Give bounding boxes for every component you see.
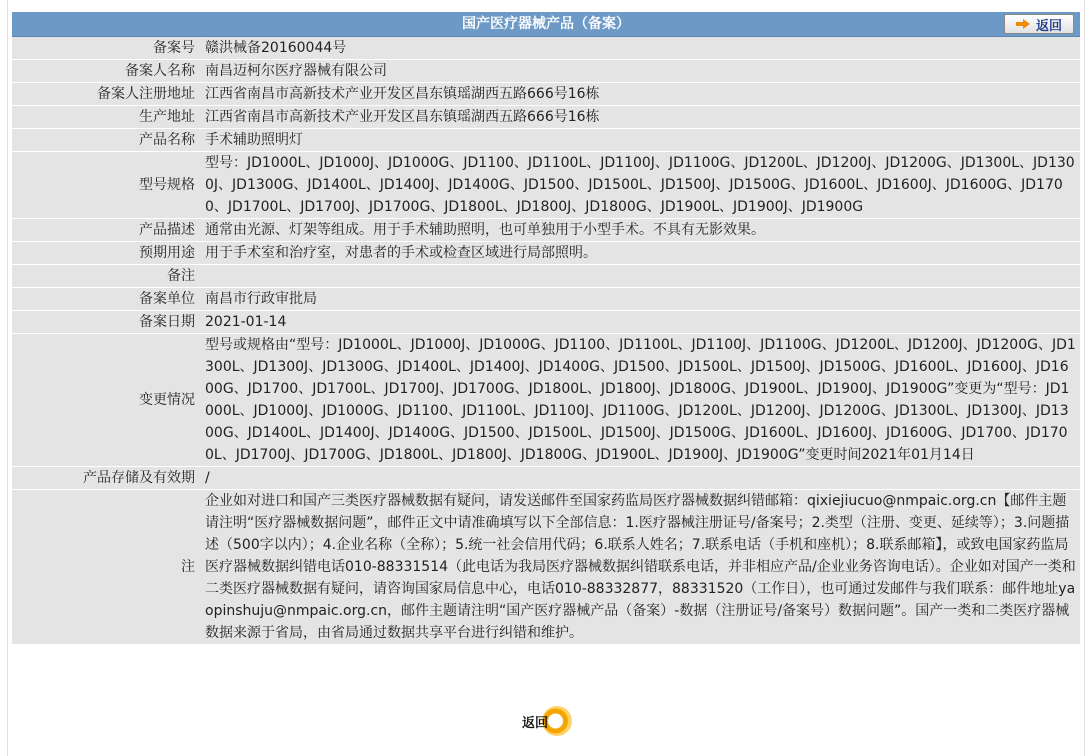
back-button-top[interactable] [1004, 14, 1074, 34]
field-value: / [201, 467, 1080, 490]
field-value: 2021-01-14 [201, 311, 1080, 334]
field-value: 通常由光源、灯架等组成。用于手术辅助照明，也可单独用于小型手术。不具有无影效果。 [201, 219, 1080, 242]
right-frame-border [1084, 0, 1092, 756]
field-label: 备案日期 [12, 311, 201, 334]
row-model-spec [12, 152, 1080, 219]
record-table [12, 37, 1080, 645]
row-remarks [12, 265, 1080, 288]
row-production-address [12, 106, 1080, 129]
arrow-right-icon [1016, 19, 1030, 29]
field-value: 江西省南昌市高新技术产业开发区昌东镇瑶湖西五路666号16栋 [201, 83, 1080, 106]
row-filer-name [12, 60, 1080, 83]
row-filing-unit [12, 288, 1080, 311]
panel-header [12, 12, 1080, 37]
field-label: 备注 [12, 265, 201, 288]
field-value: 南昌市行政审批局 [201, 288, 1080, 311]
field-label: 产品名称 [12, 129, 201, 152]
field-label: 备案号 [12, 37, 201, 60]
field-label: 预期用途 [12, 242, 201, 265]
left-frame-border [0, 0, 8, 756]
page-title: 国产医疗器械产品（备案） [462, 16, 630, 32]
notice-text: 企业如对进口和国产三类医疗器械数据有疑问，请发送邮件至国家药监局医疗器械数据纠错邮箱：qixiejiucuo@nmpaic.org.cn【邮件主题请注明“医疗器械数据问题”，邮件正文中请准确填写以下全部信息：1.医疗器械注册证号/备案号；2.类型（注册、变更、延续等）；3.问题描述（500字以内）；4.企业名称（全称）；5.统一社会信用代码；6.联系人姓名；7.联系电话（手机和座机）；8.联系邮箱】，或致电国家药监局医疗器械数据纠错电话010-88331514（此电话为我局医疗器械数据纠错联系电话，并非相应产品/企业业务咨询电话）。企业如对国产一类和二类医疗器械数据有疑问，请咨询国家局信息中心，电话010-88332877，88331520（工作日），也可通过发邮件与我们联系：邮件地址yaopinshuju@nmpaic.org.cn，邮件主题请注明“国产医疗器械产品（备案）-数据（注册证号/备案号）数据问题”。国产一类和二类医疗器械数据来源于省局，由省局通过数据共享平台进行纠错和维护。 [201, 490, 1080, 645]
field-label: 变更情况 [12, 334, 201, 467]
back-button-bottom[interactable] [520, 706, 574, 734]
field-label: 生产地址 [12, 106, 201, 129]
field-value [201, 265, 1080, 288]
field-value: 江西省南昌市高新技术产业开发区昌东镇瑶湖西五路666号16栋 [201, 106, 1080, 129]
field-value: 型号：JD1000L、JD1000J、JD1000G、JD1100、JD1100L、JD1100J、JD1100G、JD1200L、JD1200J、JD1200G、JD1300L、JD1300J、JD1300G、JD1400L、JD1400J、JD1400G、JD1500、JD1500L、JD1500J、JD1500G、JD1600L、JD1600J、JD1600G、JD1700、JD1700L、JD1700J、JD1700G、JD1800L、JD1800J、JD1800G、JD1900L、JD1900J、JD1900G [201, 152, 1080, 219]
row-notice [12, 490, 1080, 645]
field-label: 型号规格 [12, 152, 201, 219]
field-value: 赣洪械备20160044号 [201, 37, 1080, 60]
back-button-bottom-label: 返回 [522, 716, 549, 731]
field-label: 备案人名称 [12, 60, 201, 83]
row-storage-validity [12, 467, 1080, 490]
field-value: 南昌迈柯尔医疗器械有限公司 [201, 60, 1080, 83]
row-product-name [12, 129, 1080, 152]
record-panel [12, 12, 1080, 645]
row-record-number [12, 37, 1080, 60]
field-label: 产品描述 [12, 219, 201, 242]
back-button-label: 返回 [1035, 18, 1062, 34]
row-intended-use [12, 242, 1080, 265]
field-value: 用于手术室和治疗室，对患者的手术或检查区域进行局部照明。 [201, 242, 1080, 265]
field-label: 备案人注册地址 [12, 83, 201, 106]
field-label: 注 [12, 490, 201, 645]
field-value: 手术辅助照明灯 [201, 129, 1080, 152]
row-change-history [12, 334, 1080, 467]
row-filing-date [12, 311, 1080, 334]
field-label: 产品存储及有效期 [12, 467, 201, 490]
row-filer-address [12, 83, 1080, 106]
field-value: 型号或规格由“型号：JD1000L、JD1000J、JD1000G、JD1100、JD1100L、JD1100J、JD1100G、JD1200L、JD1200J、JD1200G、JD1300L、JD1300J、JD1300G、JD1400L、JD1400J、JD1400G、JD1500、JD1500L、JD1500J、JD1500G、JD1600L、JD1600J、JD1600G、JD1700、JD1700L、JD1700J、JD1700G、JD1800L、JD1800J、JD1800G、JD1900L、JD1900J、JD1900G”变更为“型号：JD1000L、JD1000J、JD1000G、JD1100、JD1100L、JD1100J、JD1100G、JD1200L、JD1200J、JD1200G、JD1300L、JD1300J、JD1300G、JD1400L、JD1400J、JD1400G、JD1500、JD1500L、JD1500J、JD1500G、JD1600L、JD1600J、JD1600G、JD1700、JD1700L、JD1700J、JD1700G、JD1800L、JD1800J、JD1800G、JD1900L、JD1900J、JD1900G”变更时间2021年01月14日 [201, 334, 1080, 467]
field-label: 备案单位 [12, 288, 201, 311]
row-product-description [12, 219, 1080, 242]
